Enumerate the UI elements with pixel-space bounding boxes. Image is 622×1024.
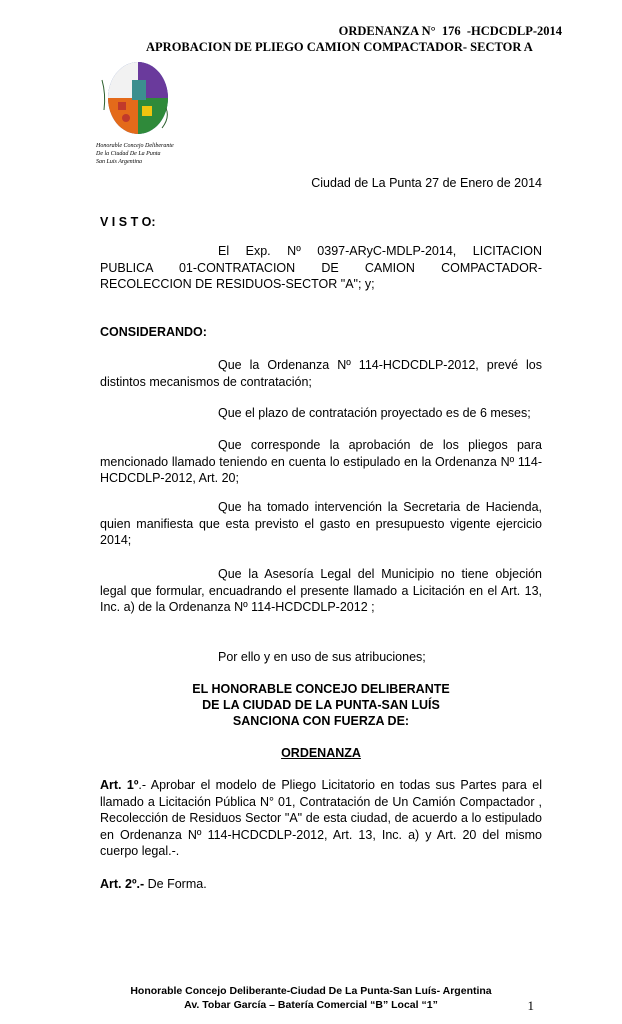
article-label: Art. 2º.- [100,877,145,891]
council-logo [96,58,176,140]
logo-caption-line: Honorable Concejo Deliberante [96,143,174,149]
ordinance-number-header: ORDENANZA N° 176 -HCDCDLP-2014 [338,24,562,38]
considerando-paragraph: Que ha tomado intervención la Secretaria de Hacienda, quien manifiesta que esta previsto el gasto en presupuesto vigente ejercicio 2014; [100,500,542,547]
article-text: .- Aprobar el modelo de Pliego Licitatorio en todas sus Partes para el llamado a Licitación Pública N° 01, Contratación de Un Camión Compactador , Recolección de Residuos Sector "A" de esta ciudad, de acuerdo a lo estipulado en Ordenanza Nº 114-HCDCDLP-2012, Art. 13, Inc. a) y Art. 20 del mismo cuerpo legal.-. [100,778,542,858]
considerando-paragraph: Que la Asesoría Legal del Municipio no tiene objeción legal que formular, encuadrando el presente llamado a Licitación en el Art. 13, Inc. a) de la Ordenanza Nº 114-HCDCDLP-2012 ; [100,567,542,614]
footer-line: Av. Tobar García – Batería Comercial “B” Local “1” [184,999,438,1011]
council-line: DE LA CIUDAD DE LA PUNTA-SAN LUÍS [202,698,440,712]
page-number: 1 [527,998,534,1013]
council-line: SANCIONA CON FUERZA DE: [232,714,410,728]
por-ello-paragraph: Por ello y en uso de sus atribuciones; [218,650,426,664]
considerando-paragraph: Que el plazo de contratación proyectado es de 6 meses; [218,406,531,420]
article-paragraph [100,777,542,860]
article-paragraph [100,876,542,893]
article-label: Art. 1º [100,778,139,792]
article-text: De Forma. [144,877,207,891]
footer-line: Honorable Concejo Deliberante-Ciudad De La Punta-San Luís- Argentina [130,985,492,997]
considerando-heading: CONSIDERANDO: [100,325,207,339]
document-date: Ciudad de La Punta 27 de Enero de 2014 [311,176,542,190]
considerando-paragraph: Que la Ordenanza Nº 114-HCDCDLP-2012, prevé los distintos mecanismos de contratación; [100,358,542,389]
ordinance-subject-header: APROBACION DE PLIEGO CAMION COMPACTADOR- SECTOR A [146,40,533,54]
considerando-paragraph: Que corresponde la aprobación de los pliegos para mencionado llamado teniendo en cuenta lo estipulado en la Ordenanza Nº 114-HCDCDLP-2012, Art. 20; [100,438,542,485]
council-line: EL HONORABLE CONCEJO DELIBERANTE [192,682,450,696]
ordenanza-title: ORDENANZA [281,746,361,760]
visto-heading: V I S T O: [100,215,156,229]
visto-paragraph: El Exp. Nº 0397-ARyC-MDLP-2014, LICITACION PUBLICA 01-CONTRATACION DE CAMION COMPACTADOR-RECOLECCION DE RESIDUOS-SECTOR "A"; y; [100,244,542,291]
logo-caption-line: San Luis Argentina [96,159,143,165]
logo-caption-line: De la Ciudad De La Punta [96,151,161,157]
